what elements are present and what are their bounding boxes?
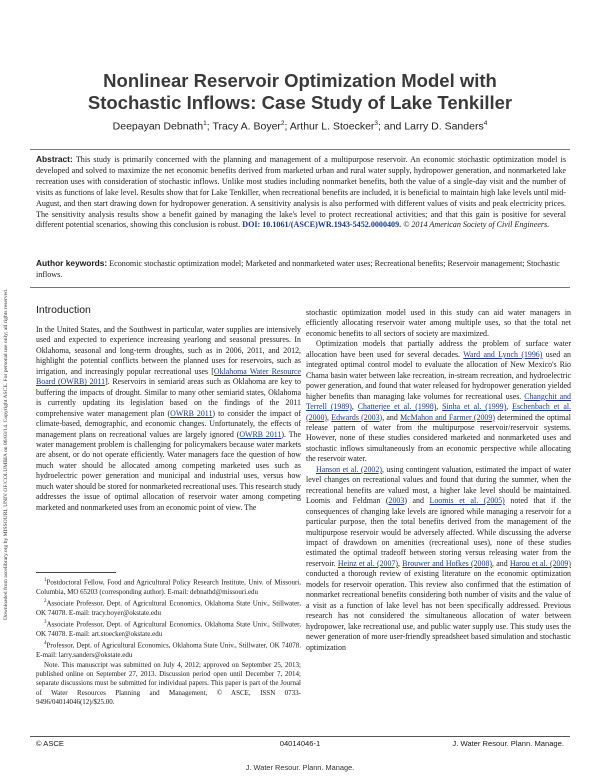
paper-title <box>40 70 560 114</box>
paragraph <box>306 339 571 464</box>
footnote-text: Associate Professor, Dept. of Agricultural Economics, Oklahoma State Univ., Stillwater, OK 74078. E-mail: tracy.boyer@okstate.edu <box>36 599 301 617</box>
citation-link[interactable]: OWRB 2011 <box>170 408 213 418</box>
download-notice <box>3 150 15 620</box>
author-affiliation-marker: 3 <box>374 120 379 127</box>
abstract-text: This study is primarily concerned with the planning and management of a multipurpose reservoir. An economic stochastic optimization model is developed and solved to maximize the net economic benefits derived from marketed urban and rural water supply, hydropower generation, and nonmarketed lake recreation uses with consideration of stochastic inflows. Unlike most studies including nonmarket benefits, both the value of a single-day visit and the number of visits as functions of lake level. Results show that for Lake Tenkiller, when recreational benefits are included, it is beneficial to maintain high lake levels until mid-August, and then start drawing down for hydropower generation. A sensitivity analysis is also performed with different values of visits and peak electricity prices. The sensitivity analysis results show a benefit gained by managing the lake's level to protect recreational activities; and that this gain is positive for several different potential scenarios, showing this conclusion is robust. <box>36 155 566 230</box>
footer-divider <box>30 736 570 737</box>
abstract-copyright: © 2014 American Society of Civil Engineers. <box>401 220 550 230</box>
footer-copyright: © ASCE <box>36 739 64 748</box>
author-name: Larry D. Sanders <box>404 120 484 133</box>
paragraph <box>306 465 571 653</box>
author-name: Tracy A. Boyer <box>212 120 281 133</box>
body-text: ). The water management problem is challenging for policymakers because water markets are absent, or do not operate efficiently. Water managers face the question of how much water should be allocated among competing marketed uses such as hydroelectric power generation and municipal and industrial uses, versus how much water should be stored for nonmarketed recreational uses. This research study addresses the issue of optimal allocation of reservoir water among competing marketed and nonmarketed uses from an economic point of view. The <box>36 429 301 512</box>
author-affiliation-marker: 4 <box>483 120 488 127</box>
body-text: used an integrated optimal control model to evaluate the allocation of New Mexico's Rio Chama basin water between lake recreation, in-stream recreation, and hydroelectric power generation, and found that water released for hydropower generation yielded higher benefits than managing lake volumes for recreational uses. <box>306 349 571 401</box>
citation-link[interactable]: 2003 <box>388 496 405 506</box>
author-list: Deepayan Debnath$^1$; Tracy A. Boyer$^2$; Arthur L. Stoecker$^3$; and Larry D. Sanders$^4$ <box>112 120 488 133</box>
footnote-text: Note. This manuscript was submitted on July 4, 2012; approved on September 25, 2013; published online on September 27, 2013. Discussion period open until December 7, 2014; separate discussions must be submitted for individual papers. This paper is part of the Journal of Water Resources Planning and Management, © ASCE, ISSN 0733-9496/04014046(12)/$25.00. <box>36 660 301 707</box>
body-text: , <box>327 412 332 422</box>
body-text: , <box>398 558 403 568</box>
body-text: ]. Reservoirs in semiarid areas such as Oklahoma are key to buffering the impacts of drought. Similar to many other semiarid states, Oklahoma is currently updating its legislation based on the findings of the 2011 comprehensive water management plan ( <box>36 377 301 418</box>
citation-link[interactable]: OWRB 2011 <box>239 429 282 439</box>
left-column <box>36 325 301 513</box>
author-affiliation-marker: 2 <box>280 120 285 127</box>
divider-top <box>30 149 570 150</box>
body-text: ) to consider the impact of climate-based, demographic, and economic changes. Unfortunately, the effects of management plans on recreational values are largely ignored ( <box>36 408 302 439</box>
body-text: , and <box>492 558 510 568</box>
footnote <box>36 597 301 618</box>
footnote-marker: 2 <box>44 599 47 605</box>
citation-link[interactable]: Ward and Lynch (1996) <box>463 349 543 359</box>
footnote <box>36 618 301 639</box>
footnote-text: Professor, Dept. of Agricultural Economics, Oklahoma State Univ., Stillwater, OK 74078. E-mail: larry.sanders@okstate.edu <box>36 641 301 660</box>
divider-bottom <box>30 287 570 288</box>
download-notice-text: Downloaded from ascelibrary.org by MISSOURI, UNIV OF/COLUMBIA on 06/03/14. Copyright ASCE. For personal use only; all rights reserved. <box>3 288 9 620</box>
footnote-text: Postdoctoral Fellow, Food and Agricultural Policy Research Institute, Univ. of Missouri, Columbia, MO 65203 (corresponding author). E-mail: debnathd@missouri.edu <box>36 578 301 596</box>
footnotes <box>36 576 301 708</box>
citation-link[interactable]: Changchit and Terrell (1989) <box>306 391 571 412</box>
body-text: , <box>436 402 443 412</box>
footer-page-id: 04014046-1 <box>279 739 321 748</box>
footnote <box>36 639 301 660</box>
body-text: determined the optimal release pattern of water from the multipurpose reservoir/reservoir systems. However, none of these studies considered marketed and nonmarketed uses and stochastic inflows simultaneously from an economic perspective while allocating the reservoir water. <box>306 412 571 464</box>
citation-link[interactable]: Eschenbach et al. (2000) <box>306 402 572 422</box>
title-line-2: Stochastic Inflows: Case Study of Lake Tenkiller <box>87 92 513 113</box>
body-text: Optimization models that partially address the problem of surface water allocation have been used for several decades. <box>306 339 571 359</box>
body-text: , <box>351 402 358 412</box>
body-text: , and <box>382 412 401 422</box>
citation-link[interactable]: Edwards (2003) <box>331 412 383 422</box>
body-text: noted that if the consequences of changing lake levels are ignored while managing a reservoir for a particular purpose, then the total benefits derived from the management of the multipurpose reservoir would be adversely affected. While discussing the adverse impact of drawdown on amenities (recreational uses), none of these studies estimated the optimal tradeoff between storing versus releasing water from the reservoir. <box>306 496 571 568</box>
citation-link[interactable]: Hanson et al. (2002) <box>316 464 382 474</box>
author-keywords <box>36 258 566 281</box>
body-text: conducted a thorough review of existing literature on the economic optimization models for reservoir operation. This review also confirmed that the estimation of nonmarket recreational benefits considering both number of visits and the value of a visit as a function of lake level has not been specifically addressed. Previous research has not considered the simultaneous allocation of water between hydropower, lake recreational use, and public water supply use. This study uses the newer generation of more user-friendly spreadsheet based simulation and stochastic optimization <box>306 569 571 652</box>
citation-link[interactable]: Brouwer and Hofkes (2008) <box>402 558 493 568</box>
footnote-marker: 4 <box>44 641 47 647</box>
citation-link[interactable]: Sinha et al. (1999) <box>442 402 507 412</box>
footnote-marker: 3 <box>44 620 47 626</box>
author-name: Deepayan Debnath <box>112 120 204 133</box>
section-heading-introduction: Introduction <box>36 304 91 316</box>
title-line-1: Nonlinear Reservoir Optimization Model with <box>103 70 497 91</box>
doi-link[interactable]: DOI: 10.1061/(ASCE)WR.1943-5452.0000409. <box>242 220 402 230</box>
body-text: stochastic optimization model used in this study can aid water managers in efficiently allocating reservoir water among multiple uses, so that the total net economic benefits to all sectors of society are maximized. <box>306 308 571 338</box>
footnote <box>36 661 301 708</box>
citation-link[interactable]: McMahon and Farmer (2009) <box>400 412 495 422</box>
footnote <box>36 576 301 597</box>
footnote-text: Associate Professor, Dept. of Agricultural Economics, Oklahoma State Univ., Stillwater, OK 74078. E-mail: art.stoecker@okstate.edu <box>36 620 301 639</box>
citation-link[interactable]: Heinz et al. (2007) <box>337 558 399 568</box>
body-text: ) and <box>404 496 430 506</box>
keywords-text: Economic stochastic optimization model; Marketed and nonmarketed water uses; Recreational benefits; Reservoir management; Stochastic inflows. <box>36 259 560 279</box>
citation-link[interactable]: Chatterjee et al. (1998) <box>357 402 437 412</box>
footer-journal: J. Water Resour. Plann. Manage. <box>452 739 564 748</box>
abstract <box>36 154 566 231</box>
paragraph <box>306 308 571 339</box>
paragraph <box>36 325 301 513</box>
citation-link[interactable]: Oklahoma Water Resource Board (OWRB) 2011 <box>36 366 302 387</box>
footnote-marker: 1 <box>44 578 47 583</box>
page-footer-journal: J. Water Resour. Plann. Manage. <box>245 763 355 772</box>
body-text: , <box>506 402 513 412</box>
body-text: , using contingent valuation, estimated the impact of water level changes on recreational values and found that during the summer, when the recreational benefits are valued most, a higher lake level should be maintained. Loomis and Feldman ( <box>306 464 571 506</box>
footnote-divider <box>36 572 116 573</box>
body-text: In the United States, and the Southwest in particular, water supplies are intensively used and expected to experience increasing yearlong and seasonal pressures. In Oklahoma, seasonal and long-term droughts, such as in 2006, 2011, and 2012, highlight the potential conflicts between the planned uses for reservoirs, such as irrigation, and increasingly popular recreational uses [ <box>36 325 301 376</box>
citation-link[interactable]: Loomis et al. (2005) <box>429 496 505 506</box>
keywords-label: Author keywords: <box>36 258 108 268</box>
author-name: Arthur L. Stoecker <box>289 120 375 133</box>
citation-link[interactable]: Harou et al. (2009) <box>509 558 571 568</box>
right-column <box>306 308 571 653</box>
abstract-label: Abstract: <box>36 154 73 164</box>
author-affiliation-marker: 1 <box>203 120 207 127</box>
